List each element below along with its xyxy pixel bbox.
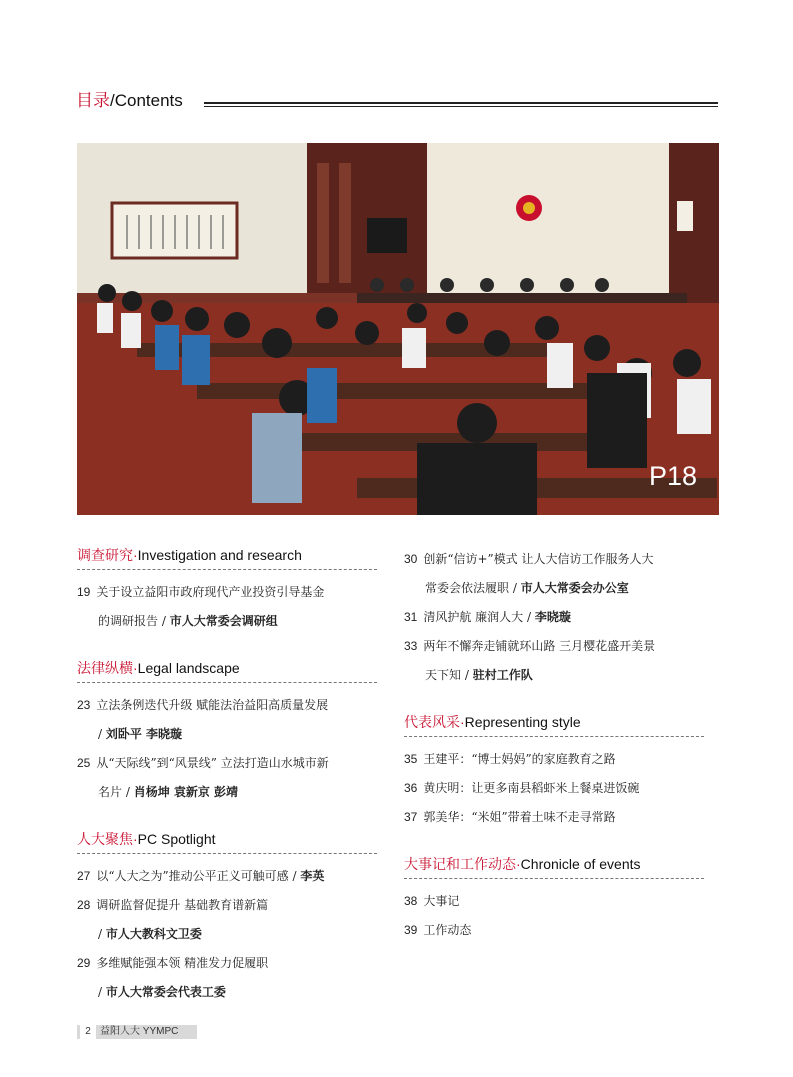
toc-entry[interactable] <box>404 803 704 832</box>
section-investigation <box>77 545 377 636</box>
entry-author: 肖杨坤 袁新京 彭靖 <box>133 785 239 799</box>
entry-author: 驻村工作队 <box>472 668 533 682</box>
entry-page-number: 36 <box>404 781 418 795</box>
title-en: /Contents <box>110 91 183 110</box>
entry-author: 市人大常委会代表工委 <box>105 985 226 999</box>
entry-page-number: 30 <box>404 552 418 566</box>
entry-line <box>404 745 704 774</box>
entry-continuation <box>404 661 704 690</box>
header-rule-thick <box>204 102 718 104</box>
entry-title-cont: / <box>98 727 106 741</box>
toc-entry[interactable] <box>404 632 704 690</box>
section-spotlight-continued <box>404 545 704 690</box>
entry-continuation <box>77 720 377 749</box>
toc-entry[interactable] <box>77 891 377 949</box>
entry-continuation <box>404 574 704 603</box>
entry-continuation <box>77 778 377 807</box>
entry-line <box>77 691 377 720</box>
entry-title: 清风护航 廉润人大 / <box>423 610 535 624</box>
entry-page-number: 28 <box>77 898 91 912</box>
entry-continuation <box>77 978 377 1007</box>
section-heading-cn: 调查研究 <box>77 547 133 563</box>
entry-line <box>404 774 704 803</box>
meeting-photo <box>77 143 719 515</box>
entry-title: 关于设立益阳市政府现代产业投资引导基金 <box>96 585 325 599</box>
toc-entry[interactable] <box>404 603 704 632</box>
section-chronicle <box>404 854 704 945</box>
toc-entry[interactable] <box>77 862 377 891</box>
entry-line <box>404 887 704 916</box>
entry-author: 李英 <box>300 869 325 883</box>
entry-page-number: 23 <box>77 698 91 712</box>
page-title <box>76 86 183 111</box>
entry-title: 以“人大之为”推动公平正义可触可感 / <box>96 869 301 883</box>
heading-dot: · <box>133 831 138 847</box>
heading-dot: · <box>460 714 465 730</box>
section-heading <box>404 712 704 737</box>
entry-line <box>404 545 704 574</box>
entry-line <box>404 916 704 945</box>
entry-line <box>77 949 377 978</box>
entry-title: 王建平：“博士妈妈”的家庭教育之路 <box>423 752 616 766</box>
section-heading-cn: 法律纵横 <box>77 660 133 676</box>
entry-page-number: 25 <box>77 756 91 770</box>
entry-line <box>77 862 377 891</box>
heading-dot: · <box>516 856 521 872</box>
entry-page-number: 35 <box>404 752 418 766</box>
toc-entry[interactable] <box>404 916 704 945</box>
contents-right-column <box>404 545 704 967</box>
entry-line <box>404 803 704 832</box>
section-heading <box>77 658 377 683</box>
entry-author: 刘卧平 李晓璇 <box>105 727 183 741</box>
section-heading <box>77 829 377 854</box>
section-heading-en: Representing style <box>464 714 581 730</box>
entry-continuation <box>77 920 377 949</box>
entry-page-number: 19 <box>77 585 91 599</box>
contents-left-column <box>77 545 377 1029</box>
entry-page-number: 38 <box>404 894 418 908</box>
toc-entry[interactable] <box>404 887 704 916</box>
entry-title: 郭美华：“米姐”带着土味不走寻常路 <box>423 810 616 824</box>
page-footer <box>77 1025 197 1039</box>
entry-continuation <box>77 607 377 636</box>
entry-title: 工作动态 <box>423 923 472 937</box>
entry-title-cont: 常委会依法履职 / <box>425 581 521 595</box>
section-heading-en: Investigation and research <box>137 547 302 563</box>
footer-publication: 益阳人大 YYMPC <box>100 1026 179 1037</box>
toc-entry[interactable] <box>404 774 704 803</box>
toc-entry[interactable] <box>77 691 377 749</box>
section-heading-cn: 代表风采 <box>404 714 460 730</box>
section-heading-en: PC Spotlight <box>137 831 216 847</box>
entry-title-cont: / <box>98 927 106 941</box>
entry-title: 多维赋能强本领 精准发力促履职 <box>96 956 269 970</box>
toc-entry[interactable] <box>77 578 377 636</box>
entry-author: 李晓璇 <box>534 610 571 624</box>
meeting-photo-illustration <box>77 143 719 515</box>
entry-author: 市人大常委会办公室 <box>520 581 629 595</box>
section-spotlight <box>77 829 377 1007</box>
entry-page-number: 27 <box>77 869 91 883</box>
section-legal <box>77 658 377 807</box>
section-heading <box>77 545 377 570</box>
title-cn: 目录 <box>76 91 110 110</box>
entry-page-number: 37 <box>404 810 418 824</box>
entry-line <box>77 891 377 920</box>
section-heading <box>404 854 704 879</box>
entry-title: 黄庆明：让更多南县稻虾米上餐桌进饭碗 <box>423 781 640 795</box>
footer-page-number: 2 <box>80 1025 96 1039</box>
section-heading-en: Chronicle of events <box>520 856 641 872</box>
entry-line <box>404 632 704 661</box>
entry-title: 两年不懈奔走铺就环山路 三月樱花盛开美景 <box>423 639 656 653</box>
entry-title: 从“天际线”到“风景线” 立法打造山水城市新 <box>96 756 329 770</box>
entry-author: 市人大常委会调研组 <box>169 614 278 628</box>
entry-title-cont: / <box>98 985 106 999</box>
entry-title-cont: 天下知 / <box>425 668 473 682</box>
entry-line <box>404 603 704 632</box>
entry-page-number: 39 <box>404 923 418 937</box>
header-rule-thin <box>204 106 718 107</box>
heading-dot: · <box>133 547 138 563</box>
entry-line <box>77 578 377 607</box>
entry-author: 市人大教科文卫委 <box>105 927 202 941</box>
entry-page-number: 31 <box>404 610 418 624</box>
entry-title-cont: 的调研报告 / <box>98 614 170 628</box>
entry-title: 调研监督促提升 基础教育谱新篇 <box>96 898 269 912</box>
section-heading-en: Legal landscape <box>137 660 240 676</box>
toc-entry[interactable] <box>404 745 704 774</box>
heading-dot: · <box>133 660 138 676</box>
entry-line <box>77 749 377 778</box>
entry-page-number: 33 <box>404 639 418 653</box>
toc-entry[interactable] <box>77 949 377 1007</box>
toc-entry[interactable] <box>77 749 377 807</box>
contents-header <box>76 86 718 110</box>
entry-page-number: 29 <box>77 956 91 970</box>
entry-title: 大事记 <box>423 894 460 908</box>
entry-title: 立法条例迭代升级 赋能法治益阳高质量发展 <box>96 698 329 712</box>
section-heading-cn: 大事记和工作动态 <box>404 856 516 872</box>
section-representing-style <box>404 712 704 832</box>
entry-title: 创新“信访+”模式 让人大信访工作服务人大 <box>423 552 654 566</box>
section-heading-cn: 人大聚焦 <box>77 831 133 847</box>
page-reference: P18 <box>648 461 697 491</box>
toc-entry[interactable] <box>404 545 704 603</box>
entry-title-cont: 名片 / <box>98 785 134 799</box>
